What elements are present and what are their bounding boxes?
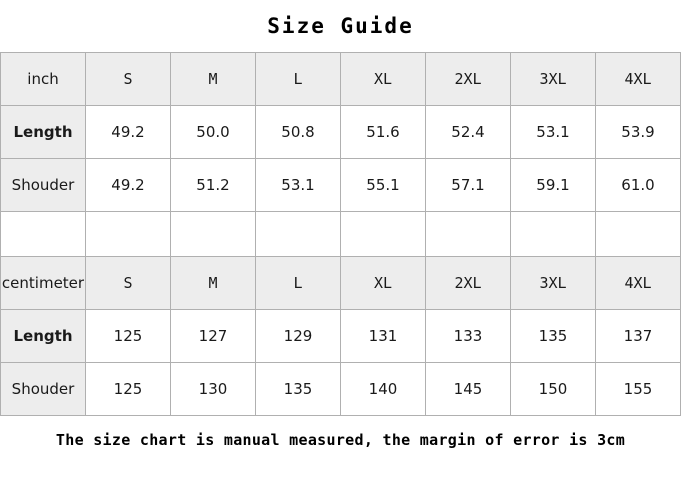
cell-value: 133	[426, 310, 511, 363]
size-header: 4XL	[596, 53, 681, 106]
unit-label-centimeter: centimeter	[1, 257, 86, 310]
spacer-cell	[256, 212, 341, 257]
size-header: 3XL	[511, 257, 596, 310]
spacer-cell	[596, 212, 681, 257]
cell-value: 53.1	[511, 106, 596, 159]
cell-value: 52.4	[426, 106, 511, 159]
cell-value: 49.2	[86, 106, 171, 159]
cell-value: 137	[596, 310, 681, 363]
spacer-cell	[171, 212, 256, 257]
cell-value: 55.1	[341, 159, 426, 212]
size-header: M	[171, 257, 256, 310]
unit-label-inch: inch	[1, 53, 86, 106]
table-row	[1, 310, 681, 363]
cell-value: 125	[86, 310, 171, 363]
cell-value: 49.2	[86, 159, 171, 212]
cell-value: 53.9	[596, 106, 681, 159]
cell-value: 59.1	[511, 159, 596, 212]
size-header: S	[86, 257, 171, 310]
header-row-inch	[1, 53, 681, 106]
size-header: 4XL	[596, 257, 681, 310]
size-header: XL	[341, 53, 426, 106]
table-row	[1, 159, 681, 212]
cell-value: 150	[511, 363, 596, 416]
cell-value: 57.1	[426, 159, 511, 212]
row-label-shouder-inch: Shouder	[1, 159, 86, 212]
cell-value: 51.2	[171, 159, 256, 212]
size-header: 3XL	[511, 53, 596, 106]
spacer-cell	[341, 212, 426, 257]
row-label-shouder-cm: Shouder	[1, 363, 86, 416]
size-header: L	[256, 257, 341, 310]
cell-value: 61.0	[596, 159, 681, 212]
cell-value: 127	[171, 310, 256, 363]
size-header: XL	[341, 257, 426, 310]
size-header: L	[256, 53, 341, 106]
cell-value: 135	[511, 310, 596, 363]
cell-value: 125	[86, 363, 171, 416]
size-header: 2XL	[426, 257, 511, 310]
spacer-cell	[1, 212, 86, 257]
cell-value: 145	[426, 363, 511, 416]
table-row	[1, 363, 681, 416]
page-title: Size Guide	[267, 14, 414, 38]
footer-note: The size chart is manual measured, the margin of error is 3cm	[55, 430, 626, 449]
row-label-length-cm: Length	[1, 310, 86, 363]
cell-value: 50.0	[171, 106, 256, 159]
spacer-row	[1, 212, 681, 257]
header-row-centimeter	[1, 257, 681, 310]
size-header: S	[86, 53, 171, 106]
cell-value: 155	[596, 363, 681, 416]
cell-value: 129	[256, 310, 341, 363]
spacer-cell	[426, 212, 511, 257]
row-label-length-inch: Length	[1, 106, 86, 159]
cell-value: 140	[341, 363, 426, 416]
spacer-cell	[86, 212, 171, 257]
size-header: M	[171, 53, 256, 106]
size-chart-table	[0, 52, 681, 416]
cell-value: 53.1	[256, 159, 341, 212]
cell-value: 50.8	[256, 106, 341, 159]
cell-value: 135	[256, 363, 341, 416]
size-header: 2XL	[426, 53, 511, 106]
spacer-cell	[511, 212, 596, 257]
cell-value: 51.6	[341, 106, 426, 159]
table-row	[1, 106, 681, 159]
cell-value: 130	[171, 363, 256, 416]
cell-value: 131	[341, 310, 426, 363]
